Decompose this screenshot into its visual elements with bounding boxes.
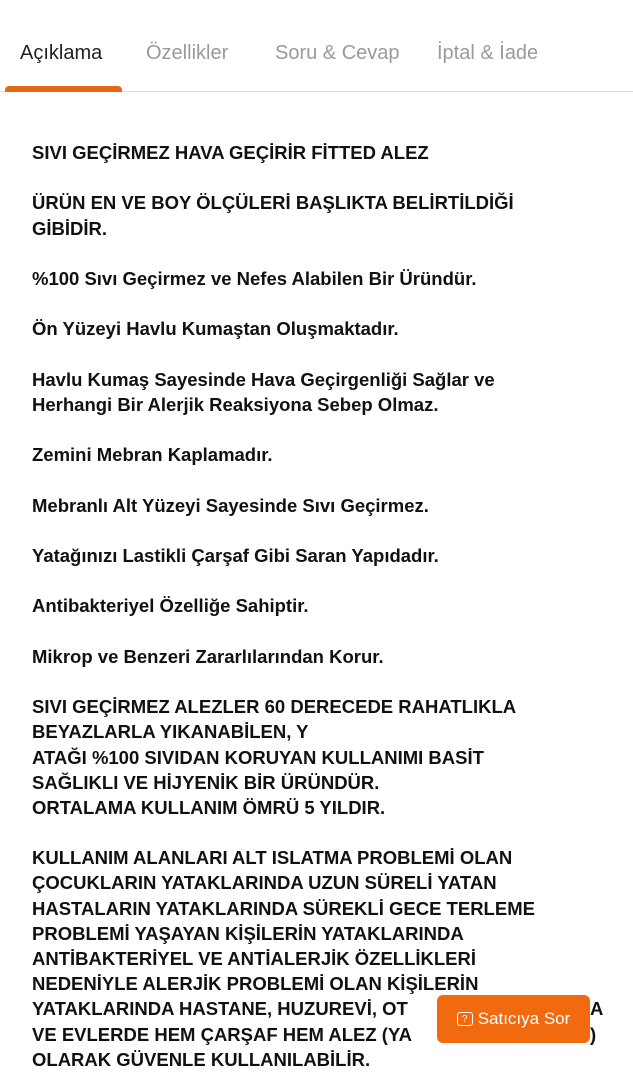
description-line: Antibakteriyel Özelliğe Sahiptir. — [32, 595, 309, 617]
description-line — [32, 342, 622, 367]
product-description — [32, 140, 622, 1072]
description-line: ÇOCUKLARIN YATAKLARINDA UZUN SÜRELİ YATAN — [32, 872, 497, 894]
description-line — [32, 820, 622, 845]
description-line: SIVI GEÇİRMEZ HAVA GEÇİRİR FİTTED ALEZ — [32, 142, 429, 163]
tab-bar — [0, 0, 633, 92]
description-line: Yatağınızı Lastikli Çarşaf Gibi Saran Yapıdadır. — [32, 545, 439, 566]
description-line — [32, 291, 622, 316]
description-line: ORTALAMA KULLANIM ÖMRÜ 5 YILDIR. — [32, 796, 386, 818]
line-left: VE EVLERDE HEM ÇARŞAF HEM ALEZ (YA — [32, 1023, 412, 1045]
description-line: ATAĞI %100 SIVIDAN KORUYAN KULLANIMI BASİT — [32, 746, 484, 768]
description-line — [32, 669, 622, 694]
line-left: YATAKLARINDA HASTANE, HUZUREVİ, OT — [32, 998, 408, 1020]
description-line — [32, 165, 622, 190]
description-line: ANTİBAKTERİYEL VE ANTİALERJİK ÖZELLİKLERİ — [32, 948, 477, 969]
description-line — [32, 467, 622, 492]
description-line: ÜRÜN EN VE BOY ÖLÇÜLERİ BAŞLIKTA BELİRTİLDİĞİ — [32, 192, 514, 214]
description-line: SIVI GEÇİRMEZ ALEZLER 60 DERECEDE RAHATLIKLA — [32, 696, 517, 718]
line-right: ) — [590, 1023, 597, 1045]
line-right: A — [590, 998, 604, 1020]
description-line: GİBİDİR. — [32, 217, 108, 239]
description-line: NEDENİYLE ALERJİK PROBLEMİ OLAN KİŞİLERİN — [32, 973, 479, 995]
description-line: BEYAZLARLA YIKANABİLEN, Y — [32, 721, 309, 743]
tab-cancel-return[interactable]: İptal & İade — [437, 42, 539, 64]
description-line: SAĞLIKLI VE HİJYENİK BİR ÜRÜNDÜR. — [32, 771, 380, 793]
description-line: OLARAK GÜVENLE KULLANILABİLİR. — [32, 1048, 371, 1070]
description-line: Zemini Mebran Kaplamadır. — [32, 444, 273, 466]
tab-qa[interactable]: Soru & Cevap — [275, 42, 400, 64]
description-line: KULLANIM ALANLARI ALT ISLATMA PROBLEMİ OLAN — [32, 847, 513, 869]
ask-seller-button[interactable] — [437, 995, 590, 1043]
ask-seller-label: Satıcıya Sor — [477, 1009, 571, 1028]
description-line: Ön Yüzeyi Havlu Kumaştan Oluşmaktadır. — [32, 318, 399, 340]
description-line — [32, 241, 622, 266]
tab-description[interactable]: Açıklama — [20, 42, 103, 64]
description-line: PROBLEMİ YAŞAYAN KİŞİLERİN YATAKLARINDA — [32, 922, 464, 944]
tab-features[interactable]: Özellikler — [146, 42, 229, 64]
description-line: Herhangi Bir Alerjik Reaksiyona Sebep Olmaz. — [32, 393, 439, 415]
active-tab-indicator — [5, 86, 122, 92]
description-line — [32, 568, 622, 593]
description-line — [32, 417, 622, 442]
description-line: %100 Sıvı Geçirmez ve Nefes Alabilen Bir Üründür. — [32, 267, 477, 289]
description-line: HASTALARIN YATAKLARINDA SÜREKLİ GECE TERLEME — [32, 897, 535, 919]
description-line: Havlu Kumaş Sayesinde Hava Geçirgenliği Sağlar ve — [32, 368, 495, 390]
description-line — [32, 619, 622, 644]
description-line: Mikrop ve Benzeri Zararlılarından Korur. — [32, 645, 384, 667]
question-bubble-icon: ? — [457, 1012, 473, 1026]
description-line — [32, 518, 622, 543]
description-line: Mebranlı Alt Yüzeyi Sayesinde Sıvı Geçirmez. — [32, 494, 429, 516]
